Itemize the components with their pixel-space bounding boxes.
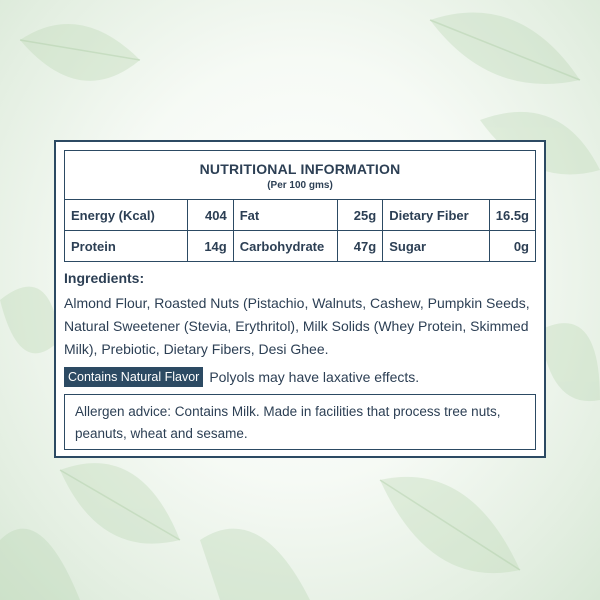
ingredients-text: Almond Flour, Roasted Nuts (Pistachio, Walnuts, Cashew, Pumpkin Seeds, Natural Sweetener (Stevia, Erythritol), Milk Solids (Whey Protein, Skimmed Milk), Prebiotic, Dietary Fibers, Desi Ghee.	[64, 295, 530, 357]
nutrient-label: Protein	[65, 231, 188, 262]
nutrition-label-panel	[54, 140, 546, 458]
nutrition-table	[64, 150, 536, 262]
nutrient-label: Carbohydrate	[233, 231, 337, 262]
nutrient-value: 404	[188, 200, 234, 231]
nutrition-title: NUTRITIONAL INFORMATION	[199, 161, 401, 177]
nutrition-subtitle: (Per 100 gms)	[267, 180, 333, 191]
nutrient-value: 47g	[337, 231, 383, 262]
nutrition-title-cell	[65, 151, 536, 200]
table-row	[65, 231, 536, 262]
nutrition-title-row	[65, 151, 536, 200]
flavor-row	[64, 367, 419, 387]
nutrient-value: 14g	[188, 231, 234, 262]
polyols-note: Polyols may have laxative effects.	[209, 369, 420, 385]
nutrient-label: Fat	[233, 200, 337, 231]
nutrient-label: Dietary Fiber	[383, 200, 490, 231]
nutrient-value: 16.5g	[489, 200, 535, 231]
nutrient-value: 25g	[337, 200, 383, 231]
nutrient-label: Energy (Kcal)	[65, 200, 188, 231]
natural-flavor-badge: Contains Natural Flavor	[64, 367, 203, 387]
table-row	[65, 200, 536, 231]
nutrient-value: 0g	[489, 231, 535, 262]
nutrient-label: Sugar	[383, 231, 490, 262]
allergen-advice-box: Allergen advice: Contains Milk. Made in facilities that process tree nuts, peanuts, wheat and sesame.	[64, 394, 536, 450]
ingredients-heading: Ingredients:	[64, 270, 145, 286]
